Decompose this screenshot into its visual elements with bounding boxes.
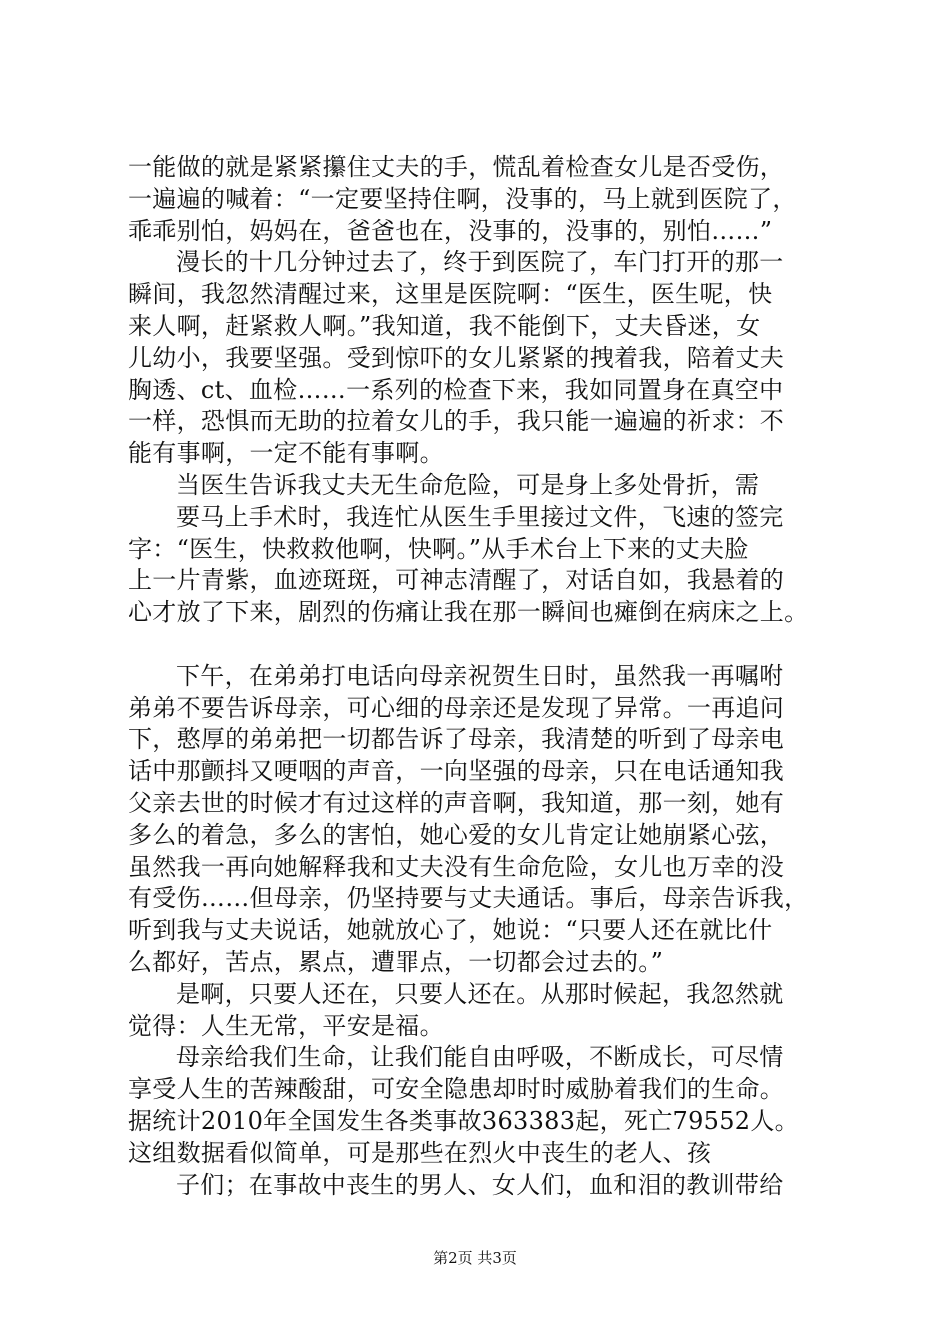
- text-line: 下，憨厚的弟弟把一切都告诉了母亲，我清楚的听到了母亲电: [128, 725, 785, 754]
- text-line: 虽然我一再向她解释我和丈夫没有生命危险，女儿也万幸的没: [128, 852, 785, 881]
- text-line: 来人啊，赶紧救人啊。”我知道，我不能倒下，丈夫昏迷，女: [128, 311, 761, 340]
- text-line: 能有事啊，一定不能有事啊。: [128, 439, 444, 468]
- paragraph-start: 要马上手术时，我连忙从医生手里接过文件，飞速的签完: [176, 502, 784, 531]
- text-line: 父亲去世的时候才有过这样的声音啊，我知道，那一刻，她有: [128, 788, 785, 817]
- text-line: 胸透、ct、血检……一系列的检查下来，我如同置身在真空中: [128, 375, 784, 404]
- text-line: 上一片青紫，血迹斑斑，可神志清醒了，对话自如，我悬着的: [128, 566, 785, 595]
- page-footer: 第2页 共3页: [433, 1249, 517, 1267]
- text-line: 多么的着急，多么的害怕，她心爱的女儿肯定让她崩紧心弦，: [128, 820, 785, 849]
- text-line: 听到我与丈夫说话，她就放心了，她说：“只要人还在就比什: [128, 916, 773, 945]
- text-line: 一能做的就是紧紧攥住丈夫的手，慌乱着检查女儿是否受伤，: [128, 153, 785, 181]
- text-line: 有受伤……但母亲，仍坚持要与丈夫通话。事后，母亲告诉我，: [128, 884, 809, 913]
- text-line: 一样，恐惧而无助的拉着女儿的手，我只能一遍遍的祈求：不: [128, 407, 785, 436]
- paragraph-start: 漫长的十几分钟过去了，终于到医院了，车门打开的那一: [176, 248, 784, 277]
- text-line: 么都好，苦点，累点，遭罪点，一切都会过去的。”: [128, 947, 664, 976]
- text-line: 这组数据看似简单，可是那些在烈火中丧生的老人、孩: [128, 1138, 712, 1167]
- paragraph-start: 母亲给我们生命，让我们能自由呼吸，不断成长，可尽情: [176, 1043, 784, 1072]
- text-line: 字：“医生，快救救他啊，快啊。”从手术台上下来的丈夫脸: [128, 534, 749, 563]
- text-line: 一遍遍的喊着：“一定要坚持住啊，没事的，马上就到医院了，: [128, 184, 797, 213]
- text-line: 据统计2010年全国发生各类事故363383起，死亡79552人。: [128, 1106, 799, 1135]
- text-line: 心才放了下来，剧烈的伤痛让我在那一瞬间也瘫倒在病床之上。: [128, 598, 809, 627]
- text-line: 弟弟不要告诉母亲，可心细的母亲还是发现了异常。一再追问: [128, 693, 785, 722]
- paragraph-start: 是啊，只要人还在，只要人还在。从那时候起，我忽然就: [176, 979, 784, 1008]
- paragraph-start: 子们；在事故中丧生的男人、女人们，血和泪的教训带给: [176, 1170, 784, 1199]
- paragraph-start: 当医生告诉我丈夫无生命危险，可是身上多处骨折，需: [176, 470, 760, 499]
- paragraph-gap: [128, 629, 858, 661]
- text-line: 话中那颤抖又哽咽的声音，一向坚强的母亲，只在电话通知我: [128, 757, 785, 786]
- text-line: 觉得：人生无常，平安是福。: [128, 1011, 444, 1040]
- text-line: 乖乖别怕，妈妈在，爸爸也在，没事的，没事的，别怕……”: [128, 216, 773, 245]
- text-line: 瞬间，我忽然清醒过来，这里是医院啊：“医生，医生呢，快: [128, 280, 773, 309]
- paragraph-start: 下午，在弟弟打电话向母亲祝贺生日时，虽然我一再嘱咐: [176, 661, 784, 690]
- text-line: 儿幼小，我要坚强。受到惊吓的女儿紧紧的拽着我，陪着丈夫: [128, 343, 785, 372]
- text-line: 享受人生的苦辣酸甜，可安全隐患却时时威胁着我们的生命。: [128, 1075, 785, 1104]
- body-text: [128, 152, 858, 1201]
